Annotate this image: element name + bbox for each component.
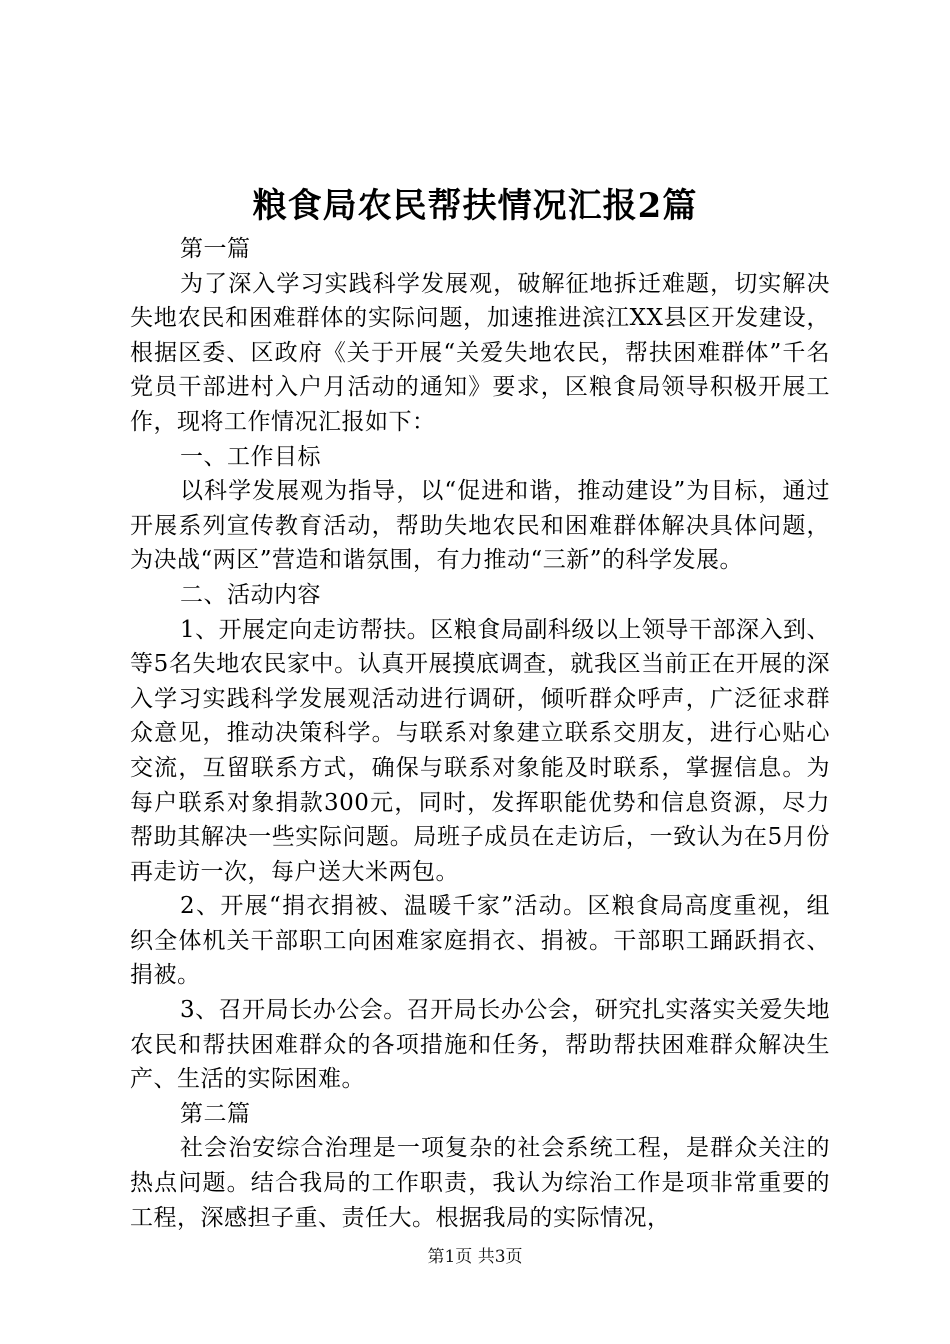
section-heading-part-two: 第二篇 <box>180 1100 251 1127</box>
paragraph-work-goal: 以科学发展观为指导，以“促进和谐，推动建设”为目标，通过开展系列宣传教育活动，帮助失地农民和困难群体解决具体问题，为决战“两区”营造和谐氛围，有力推动“三新”的科学发展。 <box>130 478 830 574</box>
page-footer: 第1页 共3页 <box>427 1247 523 1267</box>
paragraph-part-two: 社会治安综合治理是一项复杂的社会系统工程，是群众关注的热点问题。结合我局的工作职责，我认为综治工作是项非常重要的工程，深感担子重、责任大。根据我局的实际情况， <box>130 1135 830 1231</box>
section-heading-part-one: 第一篇 <box>180 236 251 262</box>
paragraph-activity-3: 3、召开局长办公会。召开局长办公会，研究扎实落实关爱失地农民和帮扶困难群众的各项措施和任务，帮助帮扶困难群众解决生产、生活的实际困难。 <box>130 997 830 1093</box>
document-body <box>130 232 830 1235</box>
document-title: 粮食局农民帮扶情况汇报2篇 <box>252 186 698 226</box>
paragraph-intro: 为了深入学习实践科学发展观，破解征地拆迁难题，切实解决失地农民和困难群体的实际问题，加速推进滨江XX县区开发建设，根据区委、区政府《关于开展“关爱失地农民，帮扶困难群体”千名党员干部进村入户月活动的通知》要求，区粮食局领导积极开展工作，现将工作情况汇报如下： <box>130 270 830 435</box>
section-heading-work-goal: 一、工作目标 <box>180 443 321 470</box>
paragraph-activity-2: 2、开展“捐衣捐被、温暖千家”活动。区粮食局高度重视，组织全体机关干部职工向困难家庭捐衣、捐被。干部职工踊跃捐衣、捐被。 <box>130 893 830 989</box>
section-heading-activities: 二、活动内容 <box>180 581 321 608</box>
paragraph-activity-1: 1、开展定向走访帮扶。区粮食局副科级以上领导干部深入到、等5名失地农民家中。认真开展摸底调查，就我区当前正在开展的深入学习实践科学发展观活动进行调研，倾听群众呼声，广泛征求群众意见，推动决策科学。与联系对象建立联系交朋友，进行心贴心交流，互留联系方式，确保与联系对象能及时联系，掌握信息。为每户联系对象捐款300元，同时，发挥职能优势和信息资源，尽力帮助其解决一些实际问题。局班子成员在走访后，一致认为在5月份再走访一次，每户送大米两包。 <box>130 616 830 885</box>
